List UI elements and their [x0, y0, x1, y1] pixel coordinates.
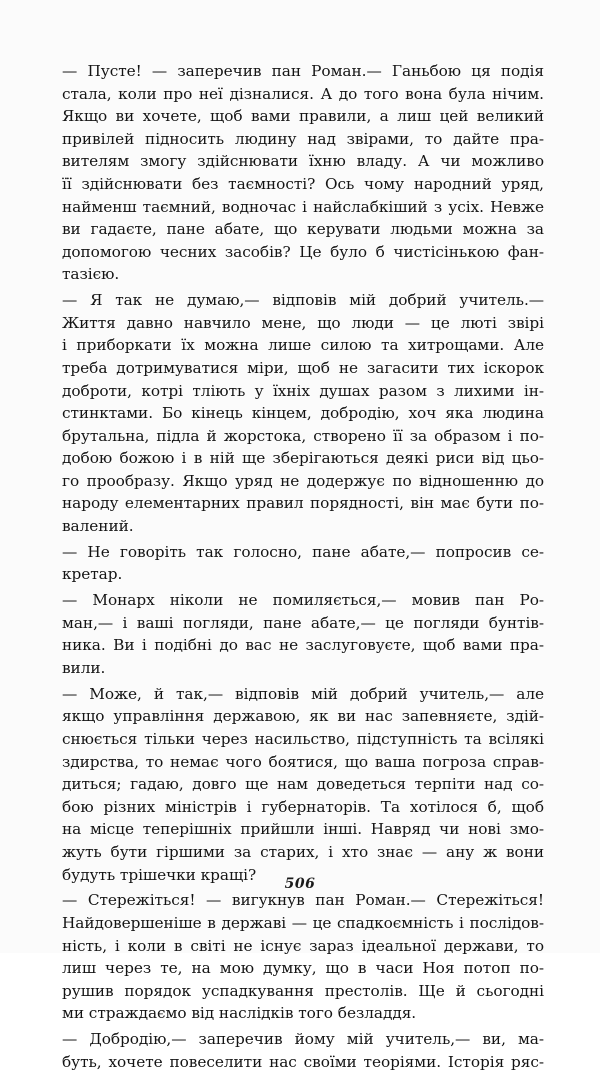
text-line: брутальна, підла й жорстока, створено її за образом і по- — [62, 426, 544, 445]
text-line: Найдовершеніше в державі — це спадкоємність і послідов- — [62, 913, 544, 932]
text-line: рушив порядок успадкування престолів. Ще й сьогодні — [62, 981, 544, 1000]
text-line: — Може, й так,— відповів мій добрий учитель,— але — [62, 684, 544, 703]
text-line: вили. — [62, 659, 106, 677]
text-line: її здійснювати без таємності? Ось чому народний уряд, — [62, 174, 544, 193]
paragraph — [62, 589, 544, 679]
text-line: Життя давно навчило мене, що люди — це люті звірі — [62, 313, 544, 332]
text-line: валений. — [62, 517, 134, 536]
text-line: на місце теперішніх прийшли інші. Навряд чи нові змо- — [62, 820, 544, 839]
paragraph — [62, 60, 544, 286]
text-line: допомогою чесних засобів? Це було б чистісінькою фан- — [62, 242, 544, 261]
text-line: жуть бути гіршими за старих, і хто знає — ану ж вони — [62, 842, 544, 861]
text-line: — Добродію,— заперечив йому мій учитель,— ви, ма- — [62, 1030, 544, 1049]
text-line: народу елементарних правил порядності, він має бути по- — [62, 494, 544, 513]
text-line: — Я так не думаю,— відповів мій добрий учитель.— — [62, 291, 544, 310]
text-line: диться; гадаю, довго ще нам доведеться терпіти над со- — [62, 775, 544, 794]
text-line: ника. Ви і подібні до вас не заслуговуєте, щоб вами пра- — [62, 636, 544, 655]
text-line: го прообразу. Якщо уряд не додержує по відношенню до — [62, 471, 544, 490]
text-line: — Пусте! — заперечив пан Роман.— Ганьбою ця подія — [62, 62, 544, 80]
text-line: ми страждаємо від наслідків того безладдя. — [62, 1004, 417, 1023]
text-line: привілей підносить людину над звірами, то дайте пра- — [62, 129, 544, 148]
text-line: будуть трішечки кращі? — [62, 865, 257, 884]
text-line: буть, хочете повеселити нас своїми теоріями. Історія ряс- — [62, 1052, 544, 1071]
text-line: стинктами. Бо кінець кінцем, добродію, хоч яка людина — [62, 404, 544, 423]
text-line: — Стережіться! — вигукнув пан Роман.— Стережіться! — [62, 891, 544, 910]
text-line: доброти, котрі тліють у їхніх душах разом з лихими ін- — [62, 381, 544, 400]
text-line: Якщо ви хочете, щоб вами правили, а лиш цей великий — [62, 107, 544, 126]
text-line: кретар. — [62, 565, 123, 584]
paragraph — [62, 889, 544, 1025]
paragraph — [62, 1028, 544, 1073]
text-line: якщо управління державою, як ви нас запевняєте, здій- — [62, 707, 544, 726]
text-line: добою божою і в ній ще зберігаються деякі риси від цьо- — [62, 449, 544, 468]
text-line: — Монарх ніколи не помиляється,— мовив пан Ро- — [62, 591, 544, 610]
paragraph — [62, 683, 544, 886]
text-line: здирства, то немає чого боятися, що ваша погроза справ- — [62, 752, 544, 771]
text-line: ність, і коли в світі не існує зараз ідеальної держави, то — [62, 936, 544, 955]
page-number: 506 — [284, 876, 316, 892]
text-line: тазією. — [62, 265, 120, 284]
text-line: стала, коли про неї дізналися. А до того вона була нічим. — [62, 84, 544, 103]
paragraph — [62, 541, 544, 586]
body-text — [62, 60, 544, 1076]
text-line: ви гадаєте, пане абате, що керувати людьми можна за — [62, 220, 544, 239]
text-line: снюється тільки через насильство, підступність та всілякі — [62, 729, 544, 748]
text-line: лиш через те, на мою думку, що в часи Ноя потоп по- — [62, 959, 544, 978]
text-line: найменш таємний, водночас і найслабкіший з усіх. Невже — [62, 197, 544, 216]
text-line: бою різних міністрів і губернаторів. Та хотілося б, щоб — [62, 797, 544, 816]
text-line: і приборкати їх можна лише силою та хитрощами. Але — [62, 336, 544, 355]
text-line: ман,— і ваші погляди, пане абате,— це погляди бунтів- — [62, 613, 544, 632]
text-line: треба дотримуватися міри, щоб не загасити тих іскорок — [62, 358, 544, 377]
text-line: вителям змогу здійснювати їхню владу. А чи можливо — [62, 152, 544, 171]
paragraph — [62, 289, 544, 538]
text-line: — Не говоріть так голосно, пане абате,— попросив се- — [62, 542, 544, 561]
